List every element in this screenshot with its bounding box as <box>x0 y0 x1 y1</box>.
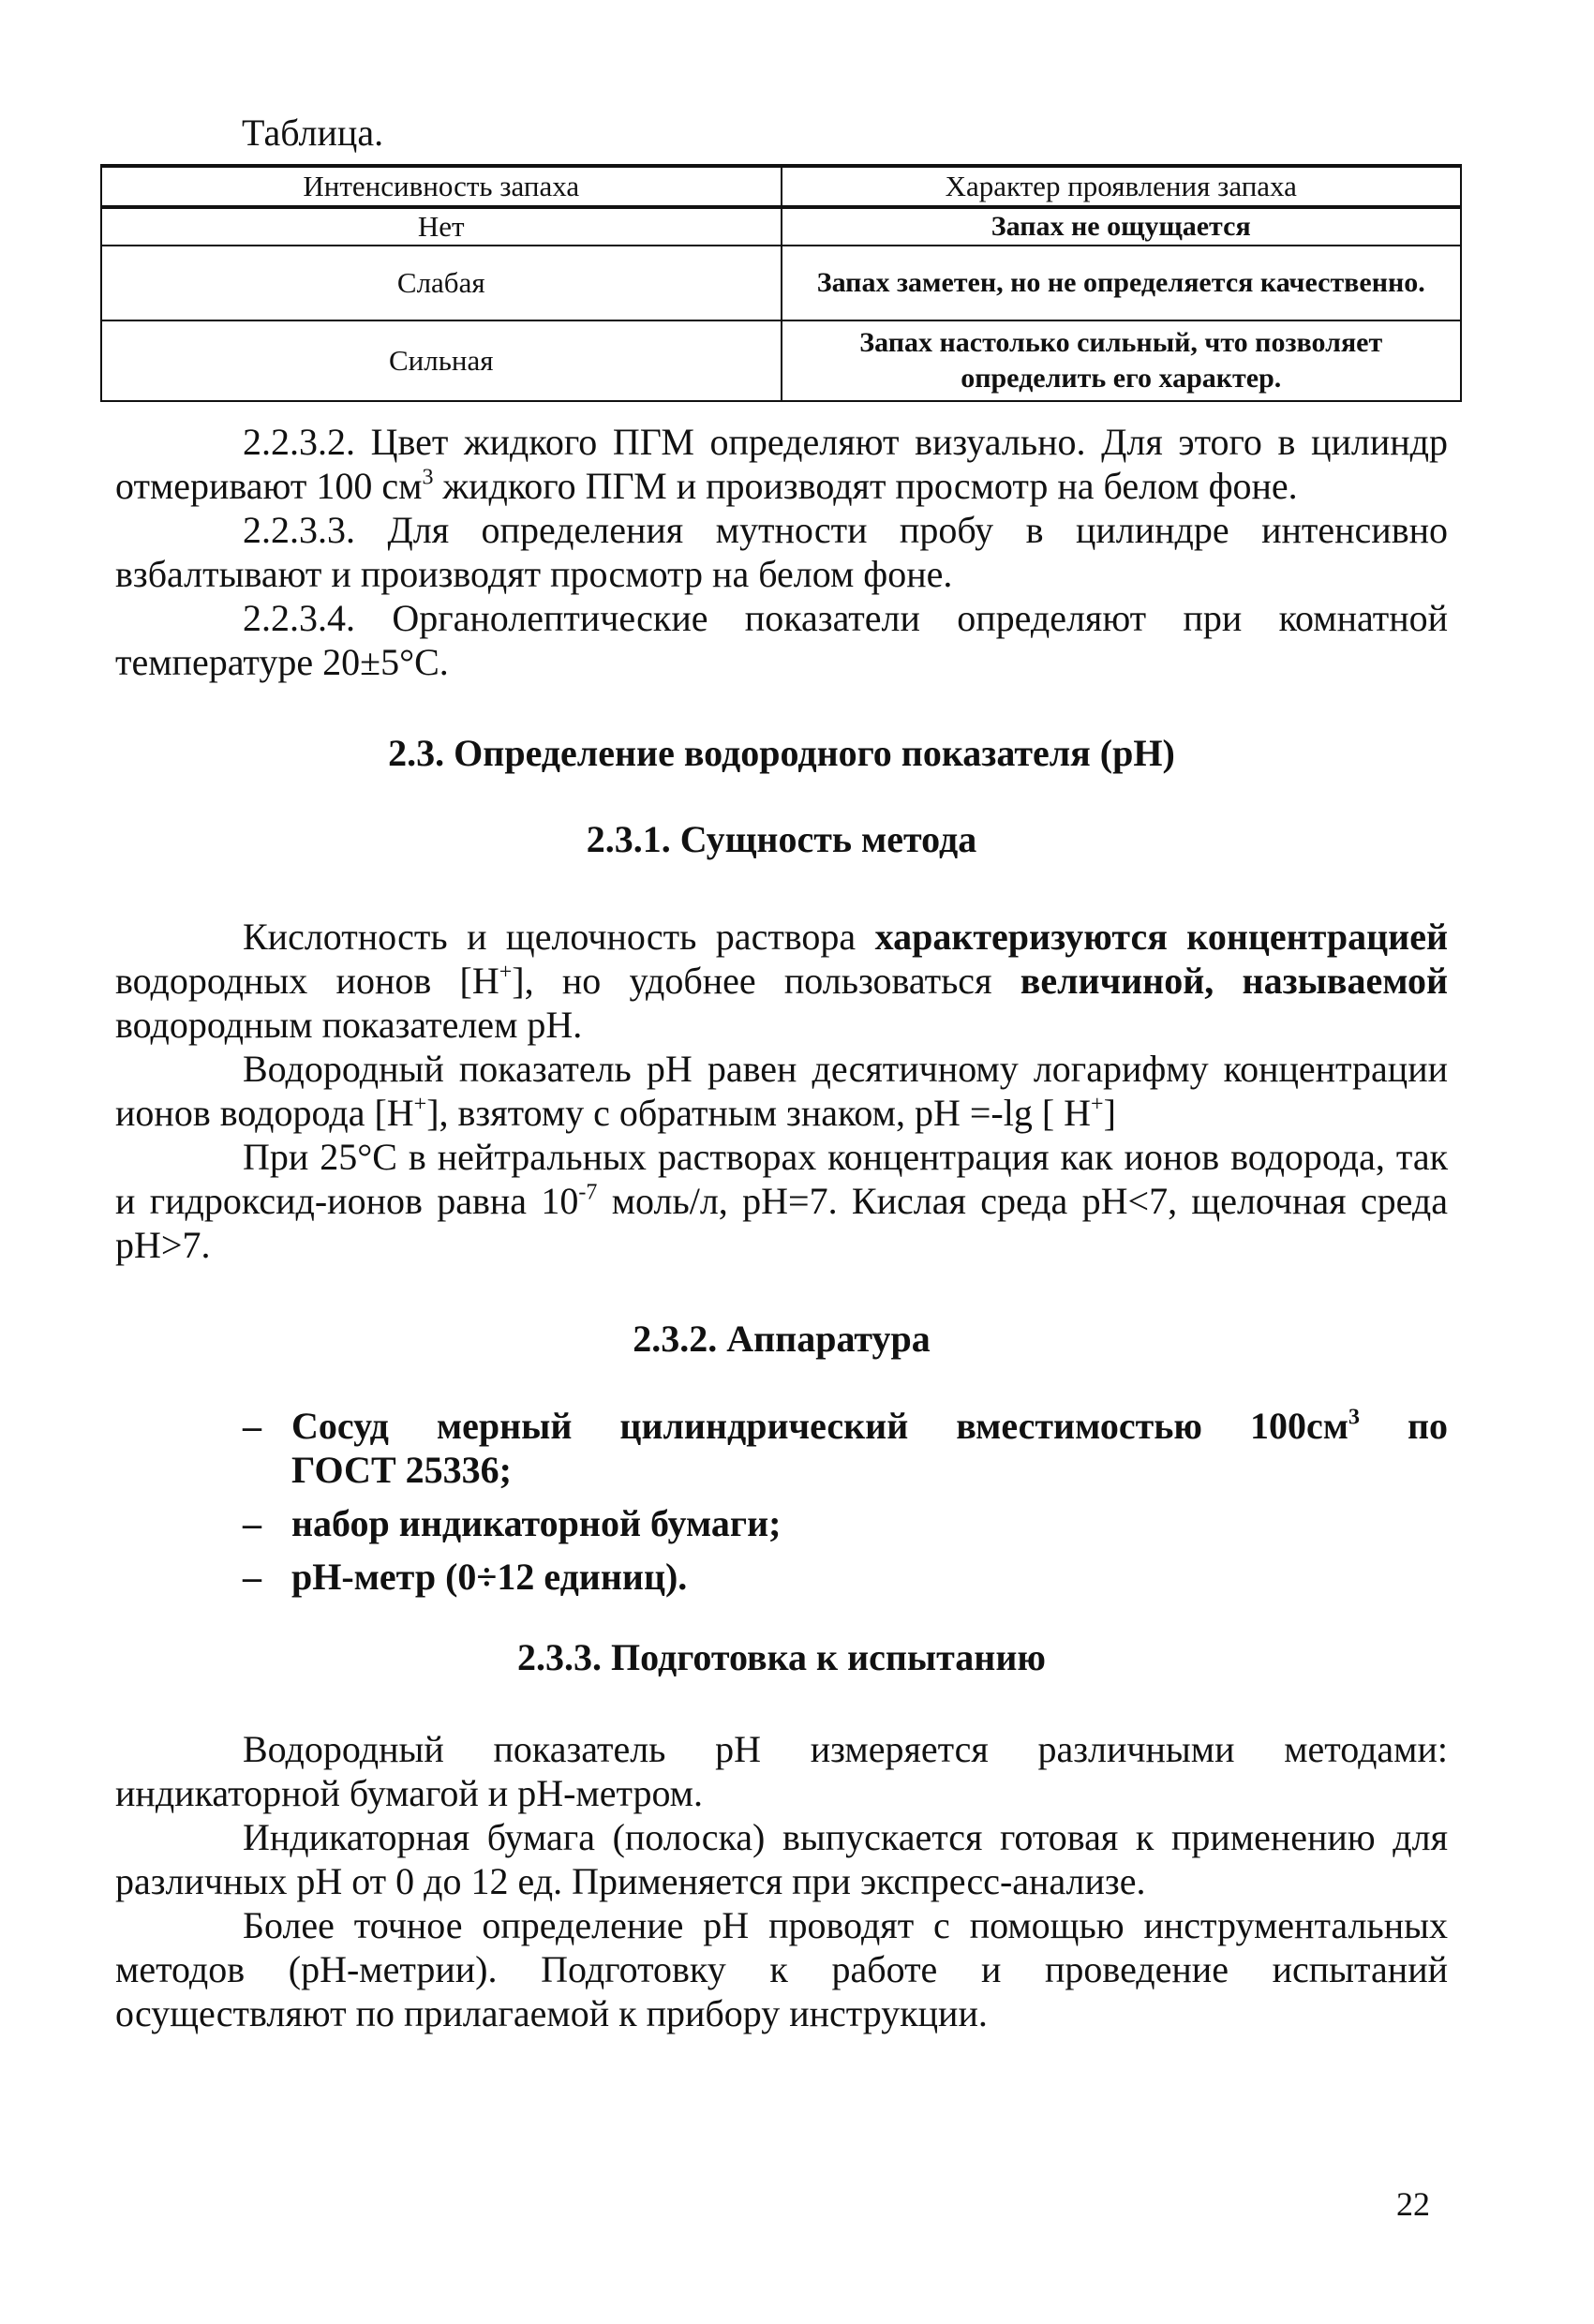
list-item: – Сосуд мерный цилиндрический вместимостью $100см^3$ по ГОСТ 25336; <box>243 1405 1448 1491</box>
table-header-intensity: Интенсивность запаха <box>101 166 782 207</box>
table-header-character: Характер проявления запаха <box>782 166 1462 207</box>
page-number: 22 <box>1396 2185 1430 2223</box>
table-row <box>101 207 1461 246</box>
table-cell: Запах настолько сильный, что позволяет определить его характер. <box>782 320 1462 401</box>
table-caption: Таблица. <box>242 112 384 154</box>
paragraph-ph-definition: Водородный показатель рН равен десятичному логарифму концентрации ионов водорода [Н+], взятому с обратным знаком, рН =-lg [ Н+] <box>115 1048 1448 1134</box>
paragraph-2234: 2.2.3.4. Органолептические показатели определяют при комнатной температуре 20±5°С. <box>115 597 1448 683</box>
table-row <box>101 246 1461 320</box>
table-cell: Нет <box>101 207 782 246</box>
paragraph-indicator-paper: Индикаторная бумага (полоска) выпускается готовая к применению для различных рН от 0 до 12 ед. Применяется при экспресс-анализе. <box>115 1816 1448 1902</box>
paragraph-neutral-solutions: При 25°С в нейтральных растворах концентрация как ионов водорода, так и гидроксид-ионов равна $10^{-7}$ моль/л, рН=7. Кислая среда рН<7, щелочная среда рН>7. <box>115 1136 1449 1266</box>
paragraph-acidity: Кислотность и щелочность раствора характеризуются концентрацией водородных ионов [Н+], но удобнее пользоваться величиной, называемой водородным показателем рН. <box>115 916 1448 1046</box>
table-cell: Слабая <box>101 246 782 320</box>
paragraph-precise-method: Более точное определение рН проводят с помощью инструментальных методов (рН-метрии). Подготовку к работе и проведение испытаний осуществляют по прилагаемой к прибору инструкции. <box>115 1904 1448 2034</box>
list-item: – набор индикаторной бумаги; <box>243 1502 782 1544</box>
section-heading-2-3-3: 2.3.3. Подготовка к испытанию <box>517 1636 1046 1678</box>
table-cell: Запах заметен, но не определяется качественно. <box>782 246 1462 320</box>
section-heading-2-3: 2.3. Определение водородного показателя (рН) <box>388 732 1175 774</box>
paragraph-2232: 2.2.3.2. Цвет жидкого ПГМ определяют визуально. Для этого в цилиндр отмеривают 100 $см^3$ жидкого ПГМ и производят просмотр на белом фоне. <box>115 421 1448 507</box>
paragraph-2233: 2.2.3.3. Для определения мутности пробу в цилиндре интенсивно взбалтывают и производят просмотр на белом фоне. <box>115 509 1448 595</box>
table-row <box>101 320 1461 401</box>
equipment-list <box>115 1404 1448 1608</box>
section-heading-2-3-1: 2.3.1. Сущность метода <box>586 818 977 860</box>
list-item: – рН-метр (0÷12 единиц). <box>243 1556 688 1598</box>
paragraph-methods: Водородный показатель рН измеряется различными методами: индикаторной бумагой и рН-метром. <box>115 1728 1448 1814</box>
table-cell: Сильная <box>101 320 782 401</box>
table-header-row <box>101 166 1461 207</box>
section-heading-2-3-2: 2.3.2. Аппаратура <box>633 1318 931 1360</box>
table-cell: Запах не ощущается <box>782 207 1462 246</box>
odor-table <box>100 164 1462 402</box>
